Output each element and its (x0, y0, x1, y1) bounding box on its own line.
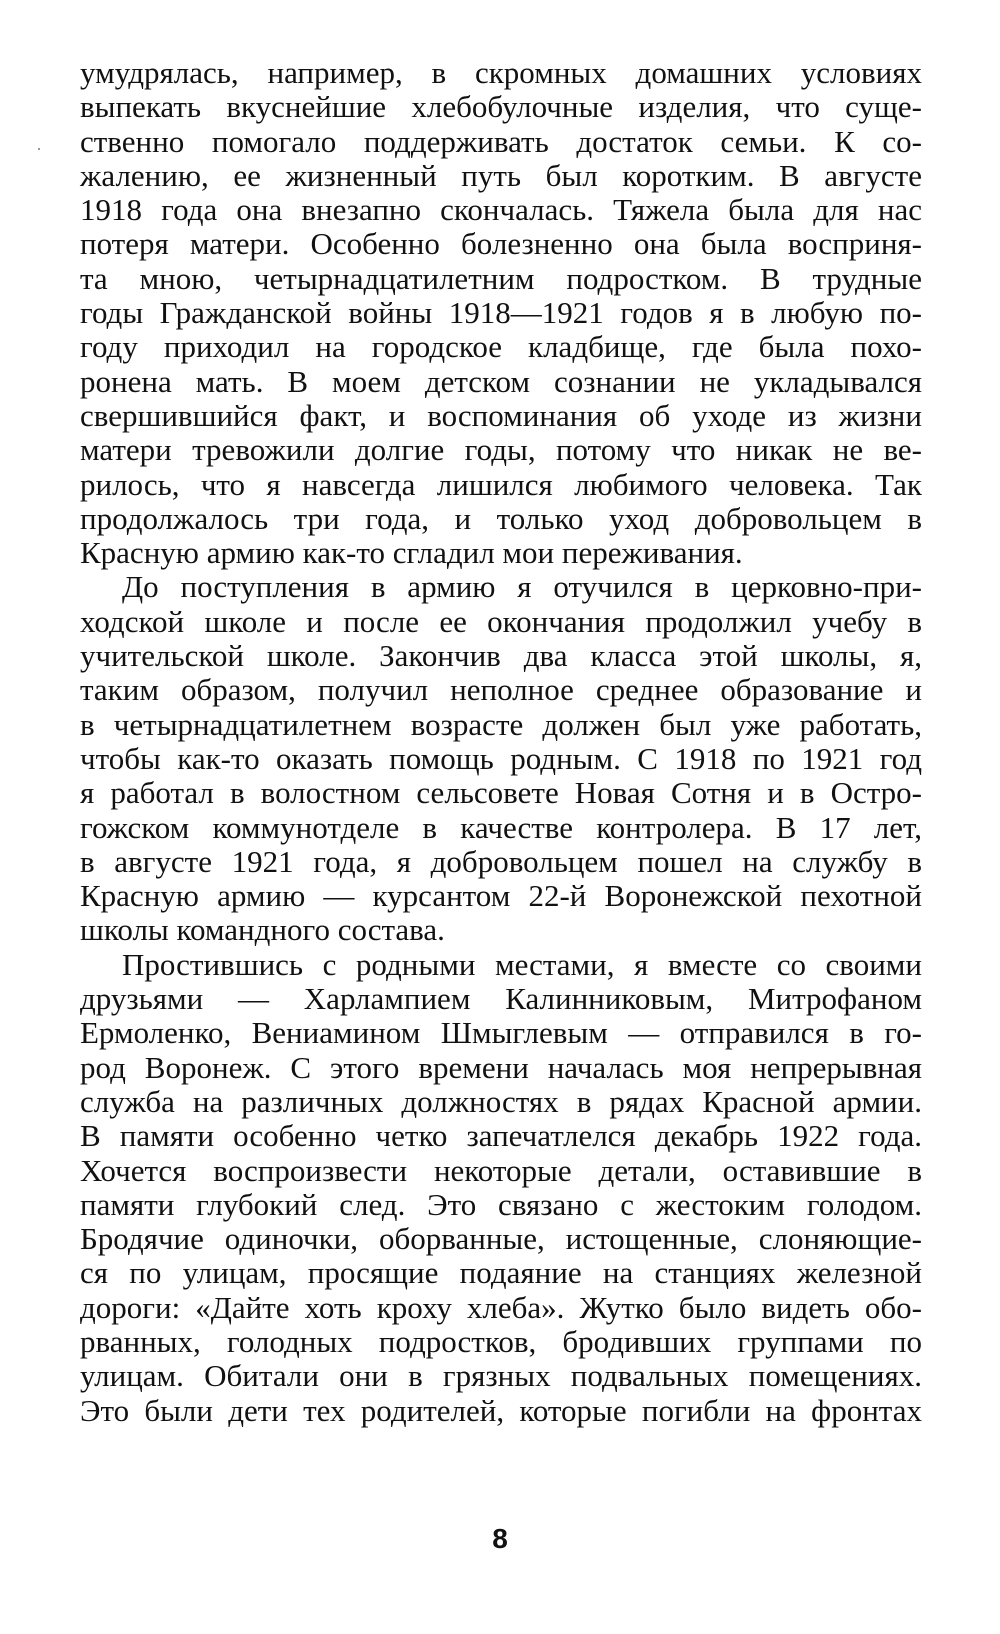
text-line: рванных, голодных подростков, бродивших группами по (80, 1323, 922, 1359)
paragraph (80, 56, 922, 570)
text-line: род Воронеж. С этого времени началась моя непрерывная (80, 1049, 922, 1085)
text-line: годы Гражданской войны 1918—1921 годов я в любую по- (80, 295, 922, 331)
text-line: чтобы как-то оказать помощь родным. С 1918 по 1921 год (80, 740, 922, 776)
page-text (80, 56, 922, 1428)
text-line: потеря матери. Особенно болезненно она была восприня- (80, 226, 922, 262)
text-line: гожском коммунотделе в качестве контролера. В 17 лет, (80, 809, 922, 845)
text-line: Бродячие одиночки, оборванные, истощенные, слоняющие- (80, 1221, 922, 1257)
text-line: та мною, четырнадцатилетним подростком. В трудные (80, 260, 922, 296)
text-line: служба на различных должностях в рядах Красной армии. (80, 1083, 922, 1119)
text-line: таким образом, получил неполное среднее образование и (80, 672, 922, 708)
scan-speck (38, 148, 40, 150)
text-line: В памяти особенно четко запечатлелся декабрь 1922 года. (80, 1118, 922, 1154)
text-line: продолжалось три года, и только уход добровольцем в (80, 500, 922, 536)
text-line: в четырнадцатилетнем возрасте должен был уже работать, (80, 706, 922, 742)
text-line: школы командного состава. (80, 912, 445, 948)
text-line: памяти глубокий след. Это связано с жестоким голодом. (80, 1186, 922, 1222)
text-line: Хочется воспроизвести некоторые детали, оставившие в (80, 1152, 922, 1188)
text-line: Простившись с родными местами, я вместе со своими (122, 946, 922, 982)
text-line: ственно помогало поддерживать достаток семьи. К со- (80, 123, 922, 159)
text-line: друзьями — Харлампием Калинниковым, Митрофаном (80, 981, 922, 1017)
text-line: улицам. Обитали они в грязных подвальных помещениях. (80, 1358, 922, 1394)
text-line: учительской школе. Закончив два класса этой школы, я, (80, 638, 922, 674)
text-line: ся по улицам, просящие подаяние на станциях железной (80, 1255, 922, 1291)
text-line: в августе 1921 года, я добровольцем пошел на службу в (80, 843, 922, 879)
text-line: жалению, ее жизненный путь был коротким. В августе (80, 157, 922, 193)
text-line: рилось, что я навсегда лишился любимого человека. Так (80, 466, 922, 502)
text-line: Это были дети тех родителей, которые погибли на фронтах (80, 1392, 922, 1428)
text-line: Красную армию — курсантом 22-й Воронежской пехотной (80, 878, 922, 914)
text-line: До поступления в армию я отучился в церковно-при- (122, 569, 922, 605)
text-line: ронена мать. В моем детском сознании не укладывался (80, 363, 922, 399)
text-line: дороги: «Дайте хоть кроху хлеба». Жутко было видеть обо- (80, 1289, 922, 1325)
text-line: 1918 года она внезапно скончалась. Тяжела была для нас (80, 192, 922, 228)
text-line: умудрялась, например, в скромных домашних условиях (80, 55, 922, 90)
text-line: Ермоленко, Вениамином Шмыглевым — отправился в го- (80, 1015, 922, 1051)
text-line: году приходил на городское кладбище, где была похо- (80, 329, 922, 365)
text-line: выпекать вкуснейшие хлебобулочные изделия, что суще- (80, 89, 922, 125)
text-line: ходской школе и после ее окончания продолжил учебу в (80, 603, 922, 639)
paragraph (80, 570, 922, 947)
text-line: я работал в волостном сельсовете Новая Сотня и в Остро- (80, 775, 922, 811)
paragraph (80, 948, 922, 1428)
page-number: 8 (492, 1523, 508, 1554)
text-line: свершившийся факт, и воспоминания об уходе из жизни (80, 397, 922, 433)
text-line: Красную армию как-то сгладил мои переживания. (80, 535, 743, 571)
text-line: матери тревожили долгие годы, потому что никак не ве- (80, 432, 922, 468)
